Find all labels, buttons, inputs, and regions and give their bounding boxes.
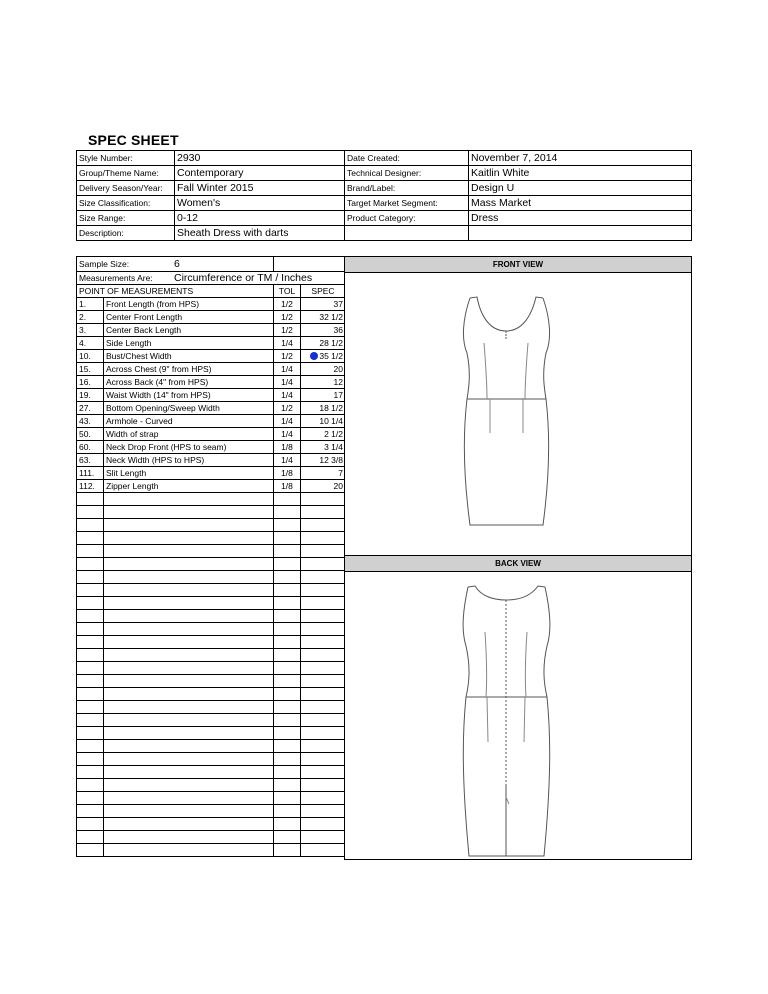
- pom-tolerance: 1/4: [274, 337, 301, 350]
- pom-spec: [301, 363, 346, 376]
- empty-cell: [301, 597, 346, 610]
- empty-cell: [104, 506, 274, 519]
- pom-header-row: [77, 285, 346, 298]
- empty-measurement-row: [77, 649, 346, 662]
- empty-cell: [77, 610, 104, 623]
- measurement-row: [77, 324, 346, 337]
- empty-cell: [77, 675, 104, 688]
- empty-measurement-row: [77, 818, 346, 831]
- empty-cell: [274, 558, 301, 571]
- empty-cell: [274, 623, 301, 636]
- empty-cell: [77, 493, 104, 506]
- measurement-row: [77, 480, 346, 493]
- pom-spec-value: 2 1/2: [324, 429, 343, 439]
- back-view-sketch: [345, 572, 691, 859]
- style-info-row: [77, 181, 692, 196]
- pom-number: 2.: [77, 311, 104, 324]
- empty-cell: [104, 766, 274, 779]
- empty-measurement-row: [77, 727, 346, 740]
- empty-cell: [274, 649, 301, 662]
- empty-cell: [77, 532, 104, 545]
- back-view-panel: [344, 555, 692, 860]
- empty-cell: [77, 688, 104, 701]
- pom-spec: [301, 337, 346, 350]
- measurement-row: [77, 415, 346, 428]
- empty-cell: [301, 558, 346, 571]
- style-number-value: 2930: [175, 151, 345, 166]
- sample-size-row: [77, 257, 346, 272]
- empty-cell: [104, 740, 274, 753]
- empty-cell: [104, 779, 274, 792]
- empty-cell: [301, 571, 346, 584]
- pom-spec-value: 12: [333, 377, 343, 387]
- measurements-table: [76, 256, 346, 857]
- front-view-header: FRONT VIEW: [345, 257, 691, 273]
- measurement-row: [77, 376, 346, 389]
- style-number-label: Style Number:: [77, 151, 175, 166]
- empty-cell: [104, 584, 274, 597]
- empty-cell: [274, 740, 301, 753]
- pom-tolerance: 1/8: [274, 441, 301, 454]
- target-market-value: Mass Market: [469, 196, 692, 211]
- product-category-value: Dress: [469, 211, 692, 226]
- pom-spec: [301, 415, 346, 428]
- empty-cell: [274, 257, 346, 272]
- empty-cell: [77, 623, 104, 636]
- empty-cell: [274, 571, 301, 584]
- empty-cell: [274, 844, 301, 857]
- pom-number: 112.: [77, 480, 104, 493]
- pom-spec: [301, 389, 346, 402]
- empty-cell: [345, 226, 469, 241]
- style-info-row: [77, 166, 692, 181]
- size-range-value: 0-12: [175, 211, 345, 226]
- empty-cell: [301, 844, 346, 857]
- date-created-label: Date Created:: [345, 151, 469, 166]
- empty-cell: [77, 701, 104, 714]
- date-created-value: November 7, 2014: [469, 151, 692, 166]
- pom-tolerance: 1/4: [274, 454, 301, 467]
- empty-cell: [77, 714, 104, 727]
- empty-cell: [274, 610, 301, 623]
- empty-cell: [301, 740, 346, 753]
- front-darts: [484, 343, 528, 399]
- empty-cell: [274, 675, 301, 688]
- style-info-row: [77, 226, 692, 241]
- empty-cell: [77, 844, 104, 857]
- empty-cell: [274, 753, 301, 766]
- product-category-label: Product Category:: [345, 211, 469, 226]
- measurement-row: [77, 298, 346, 311]
- pom-spec-value: 20: [333, 481, 343, 491]
- pom-name: Bust/Chest Width: [104, 350, 274, 363]
- pom-number: 16.: [77, 376, 104, 389]
- empty-cell: [104, 662, 274, 675]
- empty-cell: [301, 792, 346, 805]
- empty-measurement-row: [77, 766, 346, 779]
- empty-cell: [301, 623, 346, 636]
- empty-cell: [104, 545, 274, 558]
- empty-cell: [274, 831, 301, 844]
- empty-cell: [274, 701, 301, 714]
- empty-cell: [104, 792, 274, 805]
- empty-cell: [104, 519, 274, 532]
- empty-cell: [77, 805, 104, 818]
- empty-cell: [301, 532, 346, 545]
- empty-measurement-row: [77, 688, 346, 701]
- pom-name: Zipper Length: [104, 480, 274, 493]
- empty-cell: [104, 805, 274, 818]
- pom-tolerance: 1/4: [274, 415, 301, 428]
- empty-cell: [77, 766, 104, 779]
- marker-dot-icon: [310, 352, 318, 360]
- empty-cell: [104, 558, 274, 571]
- measurement-row: [77, 428, 346, 441]
- empty-cell: [104, 571, 274, 584]
- empty-cell: [301, 506, 346, 519]
- empty-cell: [77, 558, 104, 571]
- empty-cell: [274, 818, 301, 831]
- empty-cell: [77, 636, 104, 649]
- empty-cell: [301, 727, 346, 740]
- empty-cell: [77, 597, 104, 610]
- pom-number: 10.: [77, 350, 104, 363]
- pom-tolerance: 1/2: [274, 298, 301, 311]
- empty-measurement-row: [77, 558, 346, 571]
- pom-number: 60.: [77, 441, 104, 454]
- pom-spec: [301, 324, 346, 337]
- empty-cell: [104, 714, 274, 727]
- pom-spec-value: 17: [333, 390, 343, 400]
- empty-cell: [301, 766, 346, 779]
- empty-cell: [301, 649, 346, 662]
- empty-cell: [104, 753, 274, 766]
- empty-cell: [104, 688, 274, 701]
- front-view-panel: [344, 256, 692, 556]
- technical-designer-label: Technical Designer:: [345, 166, 469, 181]
- empty-measurement-row: [77, 545, 346, 558]
- pom-name: Slit Length: [104, 467, 274, 480]
- pom-spec: [301, 298, 346, 311]
- empty-cell: [274, 506, 301, 519]
- pom-name: Width of strap: [104, 428, 274, 441]
- pom-spec: [301, 350, 346, 363]
- empty-cell: [77, 519, 104, 532]
- empty-cell: [77, 649, 104, 662]
- description-value: Sheath Dress with darts: [175, 226, 345, 241]
- description-label: Description:: [77, 226, 175, 241]
- pom-name: Bottom Opening/Sweep Width: [104, 402, 274, 415]
- pom-name: Center Back Length: [104, 324, 274, 337]
- empty-cell: [274, 584, 301, 597]
- empty-cell: [104, 675, 274, 688]
- pom-name: Neck Width (HPS to HPS): [104, 454, 274, 467]
- empty-cell: [77, 727, 104, 740]
- empty-cell: [301, 818, 346, 831]
- pom-spec-value: 10 1/4: [319, 416, 343, 426]
- pom-tolerance: 1/4: [274, 428, 301, 441]
- empty-cell: [104, 610, 274, 623]
- style-info-row: [77, 211, 692, 226]
- pom-name: Across Back (4" from HPS): [104, 376, 274, 389]
- back-neckline: [468, 586, 545, 600]
- empty-cell: [77, 506, 104, 519]
- pom-tolerance: 1/4: [274, 389, 301, 402]
- empty-cell: [301, 675, 346, 688]
- empty-cell: [301, 753, 346, 766]
- pom-number: 1.: [77, 298, 104, 311]
- empty-measurement-row: [77, 610, 346, 623]
- pom-spec-value: 3 1/4: [324, 442, 343, 452]
- empty-cell: [104, 532, 274, 545]
- empty-cell: [77, 792, 104, 805]
- pom-number: 15.: [77, 363, 104, 376]
- target-market-label: Target Market Segment:: [345, 196, 469, 211]
- pom-spec-value: 28 1/2: [319, 338, 343, 348]
- pom-spec: [301, 376, 346, 389]
- size-range-label: Size Range:: [77, 211, 175, 226]
- group-theme-label: Group/Theme Name:: [77, 166, 175, 181]
- empty-measurement-row: [77, 662, 346, 675]
- empty-measurement-row: [77, 623, 346, 636]
- empty-measurement-row: [77, 753, 346, 766]
- empty-cell: [104, 844, 274, 857]
- measurement-row: [77, 337, 346, 350]
- pom-spec: [301, 441, 346, 454]
- empty-cell: [274, 792, 301, 805]
- pom-number: 4.: [77, 337, 104, 350]
- pom-spec-value: 20: [333, 364, 343, 374]
- empty-cell: [104, 727, 274, 740]
- pom-spec-value: 18 1/2: [319, 403, 343, 413]
- pom-number: 19.: [77, 389, 104, 402]
- empty-cell: [77, 662, 104, 675]
- empty-cell: [301, 805, 346, 818]
- empty-cell: [77, 818, 104, 831]
- pom-spec-value: 37: [333, 299, 343, 309]
- empty-cell: [301, 636, 346, 649]
- pom-tolerance: 1/8: [274, 467, 301, 480]
- style-info-table: [76, 150, 692, 241]
- empty-cell: [301, 831, 346, 844]
- pom-tolerance: 1/2: [274, 324, 301, 337]
- empty-cell: [274, 636, 301, 649]
- pom-spec-value: 36: [333, 325, 343, 335]
- measurements-are-label: Measurements Are:: [79, 273, 153, 283]
- empty-cell: [301, 779, 346, 792]
- empty-cell: [274, 766, 301, 779]
- brand-label-value: Design U: [469, 181, 692, 196]
- front-view-sketch: [345, 273, 691, 555]
- neckline: [470, 297, 543, 331]
- empty-cell: [274, 597, 301, 610]
- sample-size-value: 6: [174, 258, 180, 270]
- empty-cell: [301, 701, 346, 714]
- sample-size-cell: [77, 257, 274, 272]
- empty-measurement-row: [77, 597, 346, 610]
- empty-cell: [301, 545, 346, 558]
- style-info-row: [77, 196, 692, 211]
- empty-cell: [301, 519, 346, 532]
- measurement-row: [77, 441, 346, 454]
- measurement-row: [77, 467, 346, 480]
- pom-tolerance: 1/4: [274, 376, 301, 389]
- measurement-row: [77, 350, 346, 363]
- empty-cell: [301, 584, 346, 597]
- pom-number: 50.: [77, 428, 104, 441]
- pom-name: Across Chest (9" from HPS): [104, 363, 274, 376]
- pom-name: Armhole - Curved: [104, 415, 274, 428]
- empty-cell: [301, 493, 346, 506]
- size-classification-label: Size Classification:: [77, 196, 175, 211]
- pom-spec-value: 12 3/8: [319, 455, 343, 465]
- empty-cell: [274, 545, 301, 558]
- pom-tolerance: 1/2: [274, 350, 301, 363]
- measurement-row: [77, 389, 346, 402]
- empty-measurement-row: [77, 740, 346, 753]
- empty-cell: [301, 688, 346, 701]
- empty-measurement-row: [77, 714, 346, 727]
- pom-spec: [301, 402, 346, 415]
- empty-cell: [274, 493, 301, 506]
- skirt-darts: [490, 399, 523, 433]
- delivery-season-value: Fall Winter 2015: [175, 181, 345, 196]
- sample-size-label: Sample Size:: [79, 259, 130, 269]
- back-view-header: BACK VIEW: [345, 556, 691, 572]
- tol-header: TOL: [274, 285, 301, 298]
- empty-cell: [104, 649, 274, 662]
- pom-spec: [301, 428, 346, 441]
- pom-number: 43.: [77, 415, 104, 428]
- spec-header: SPEC: [301, 285, 346, 298]
- empty-cell: [104, 623, 274, 636]
- pom-name: Side Length: [104, 337, 274, 350]
- pom-number: 3.: [77, 324, 104, 337]
- empty-cell: [301, 610, 346, 623]
- measurement-row: [77, 363, 346, 376]
- empty-cell: [469, 226, 692, 241]
- empty-cell: [77, 740, 104, 753]
- skirt-darts: [487, 697, 525, 742]
- delivery-season-label: Delivery Season/Year:: [77, 181, 175, 196]
- pom-tolerance: 1/8: [274, 480, 301, 493]
- pom-number: 111.: [77, 467, 104, 480]
- empty-cell: [301, 662, 346, 675]
- empty-measurement-row: [77, 831, 346, 844]
- pom-spec-value: 35 1/2: [319, 351, 343, 361]
- measurements-are-cell: [77, 272, 346, 285]
- size-classification-value: Women's: [175, 196, 345, 211]
- pom-name: Front Length (from HPS): [104, 298, 274, 311]
- style-info-row: [77, 151, 692, 166]
- empty-cell: [274, 662, 301, 675]
- technical-designer-value: Kaitlin White: [469, 166, 692, 181]
- pom-name: Waist Width (14" from HPS): [104, 389, 274, 402]
- empty-measurement-row: [77, 519, 346, 532]
- empty-measurement-row: [77, 636, 346, 649]
- pom-tolerance: 1/2: [274, 311, 301, 324]
- pom-spec-value: 7: [338, 468, 343, 478]
- empty-measurement-row: [77, 805, 346, 818]
- empty-cell: [77, 571, 104, 584]
- pom-spec: [301, 480, 346, 493]
- pom-number: 27.: [77, 402, 104, 415]
- empty-cell: [77, 779, 104, 792]
- empty-measurement-row: [77, 571, 346, 584]
- pom-spec: [301, 311, 346, 324]
- empty-cell: [274, 727, 301, 740]
- empty-cell: [274, 519, 301, 532]
- measurement-row: [77, 402, 346, 415]
- measurement-row: [77, 454, 346, 467]
- empty-cell: [274, 779, 301, 792]
- pom-tolerance: 1/2: [274, 402, 301, 415]
- empty-cell: [274, 714, 301, 727]
- empty-cell: [274, 805, 301, 818]
- pom-tolerance: 1/4: [274, 363, 301, 376]
- empty-cell: [104, 636, 274, 649]
- empty-measurement-row: [77, 506, 346, 519]
- pom-header: POINT OF MEASUREMENTS: [77, 285, 274, 298]
- pom-name: Neck Drop Front (HPS to seam): [104, 441, 274, 454]
- empty-cell: [77, 584, 104, 597]
- pom-spec: [301, 454, 346, 467]
- brand-label-label: Brand/Label:: [345, 181, 469, 196]
- page-title: SPEC SHEET: [88, 132, 179, 148]
- measurements-are-value: Circumference or TM / Inches: [174, 272, 313, 284]
- pom-spec-value: 32 1/2: [319, 312, 343, 322]
- empty-cell: [104, 831, 274, 844]
- pom-number: 63.: [77, 454, 104, 467]
- pom-name: Center Front Length: [104, 311, 274, 324]
- empty-measurement-row: [77, 532, 346, 545]
- empty-measurement-row: [77, 493, 346, 506]
- empty-cell: [301, 714, 346, 727]
- empty-cell: [77, 753, 104, 766]
- empty-measurement-row: [77, 584, 346, 597]
- group-theme-value: Contemporary: [175, 166, 345, 181]
- empty-measurement-row: [77, 675, 346, 688]
- empty-cell: [77, 831, 104, 844]
- measurements-are-row: [77, 272, 346, 285]
- measurement-row: [77, 311, 346, 324]
- empty-cell: [104, 701, 274, 714]
- empty-cell: [77, 545, 104, 558]
- empty-measurement-row: [77, 792, 346, 805]
- empty-cell: [104, 597, 274, 610]
- pom-spec: [301, 467, 346, 480]
- empty-cell: [274, 688, 301, 701]
- empty-measurement-row: [77, 844, 346, 857]
- empty-cell: [274, 532, 301, 545]
- empty-cell: [104, 818, 274, 831]
- empty-measurement-row: [77, 701, 346, 714]
- empty-measurement-row: [77, 779, 346, 792]
- empty-cell: [104, 493, 274, 506]
